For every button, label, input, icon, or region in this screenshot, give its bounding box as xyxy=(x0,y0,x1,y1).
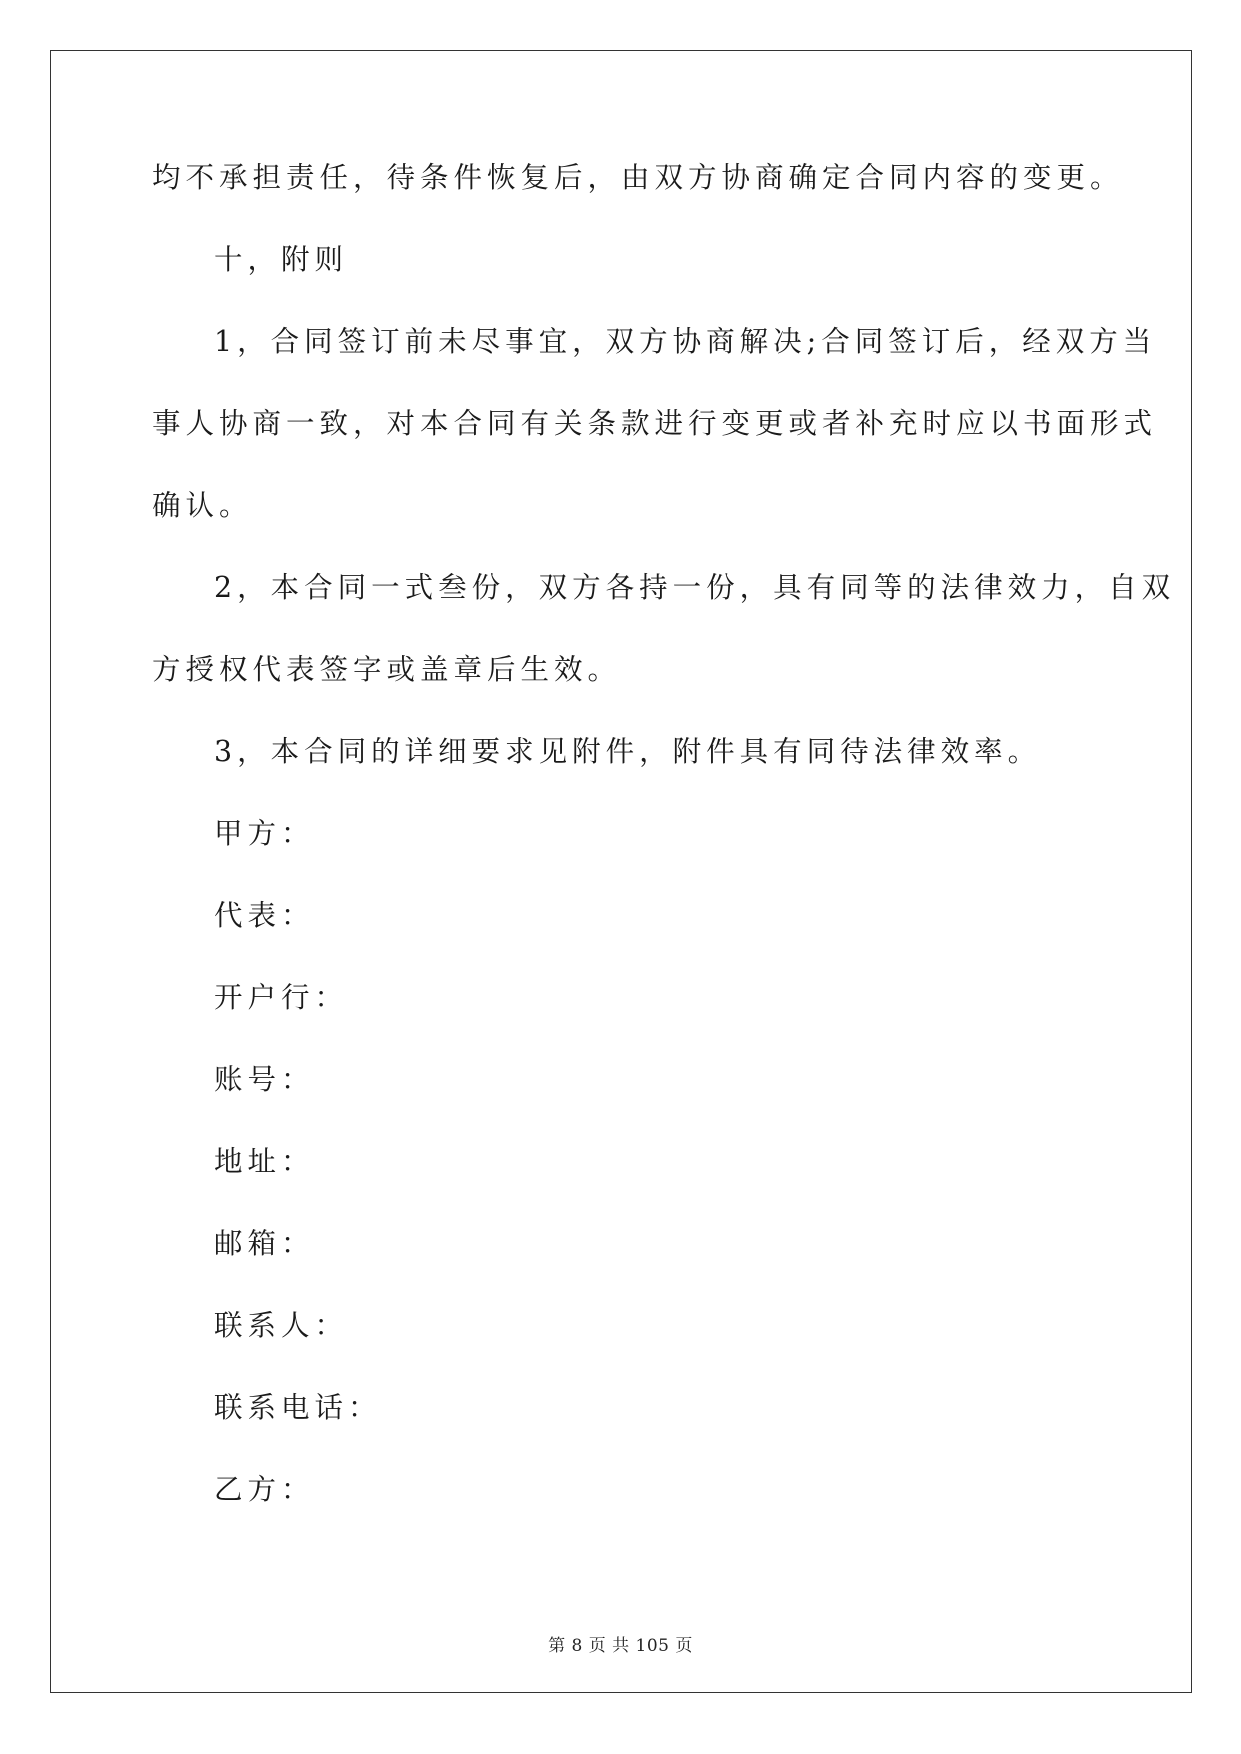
address-label: 地址： xyxy=(214,1145,315,1178)
contact-person-label: 联系人： xyxy=(214,1309,349,1342)
paragraph-line: 3，本合同的详细要求见附件，附件具有同待法律效率。 xyxy=(214,735,1042,768)
party-a-label: 甲方： xyxy=(214,817,315,850)
page-number-footer: 第 8 页 共 105 页 xyxy=(548,1636,693,1656)
paragraph-line: 方授权代表签字或盖章后生效。 xyxy=(152,653,622,686)
paragraph-line: 事人协商一致，对本合同有关条款进行变更或者补充时应以书面形式 xyxy=(152,407,1158,440)
bank-label: 开户行： xyxy=(214,981,349,1014)
paragraph-line: 均不承担责任，待条件恢复后，由双方协商确定合同内容的变更。 xyxy=(152,161,1124,194)
party-b-label: 乙方： xyxy=(214,1473,315,1506)
document-body xyxy=(152,161,1176,1556)
paragraph-line: 2，本合同一式叁份，双方各持一份，具有同等的法律效力，自双 xyxy=(214,571,1176,604)
contact-phone-label: 联系电话： xyxy=(214,1391,382,1424)
representative-label: 代表： xyxy=(214,899,315,932)
paragraph-line: 确认。 xyxy=(152,489,253,522)
section-heading: 十，附则 xyxy=(214,243,349,276)
email-label: 邮箱： xyxy=(214,1227,315,1260)
paragraph-line: 1，合同签订前未尽事宜，双方协商解决;合同签订后，经双方当 xyxy=(214,325,1157,358)
account-label: 账号： xyxy=(214,1063,315,1096)
